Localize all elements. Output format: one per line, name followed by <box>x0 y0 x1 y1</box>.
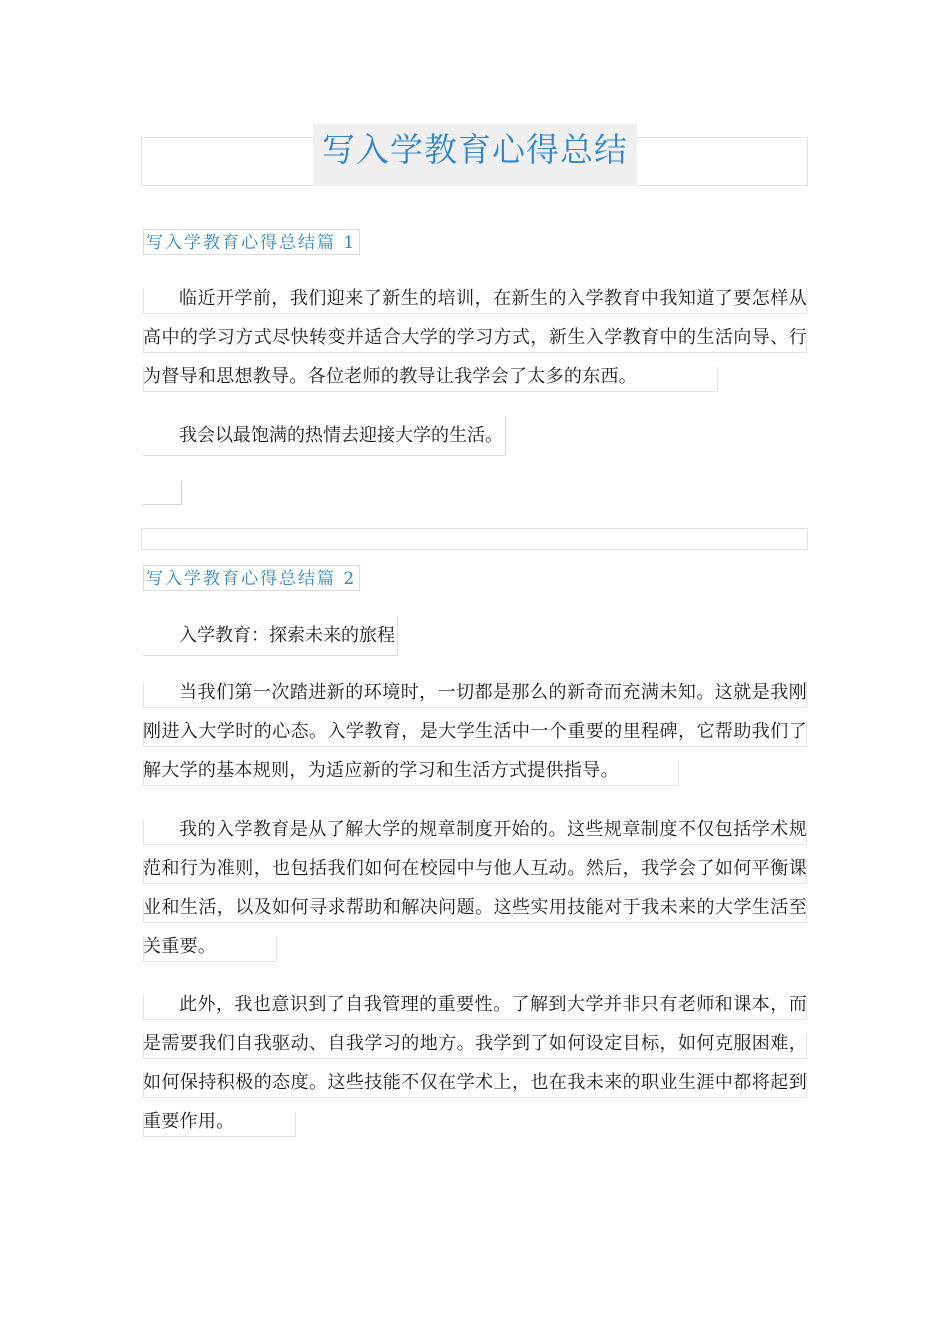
section-2-paragraph-3: 此外，我也意识到了自我管理的重要性。了解到大学并非只有老师和课本，而是需要我们自我驱动、自我学习的地方。我学到了如何设定目标，如何克服困难，如何保持积极的态度。这些技能不仅在学术上，也在我未来的职业生涯中都将起到重要作用。 <box>143 994 807 1132</box>
section-1-paragraph-2: 我会以最饱满的热情去迎接大学的生活。 <box>143 416 506 456</box>
section-1-heading: 写入学教育心得总结篇 1 <box>143 229 360 255</box>
document-title: 写入学教育心得总结 <box>313 124 637 186</box>
section-separator <box>141 528 808 550</box>
section-2-paragraph-1: 当我们第一次踏进新的环境时，一切都是那么的新奇而充满未知。这就是我刚刚进入大学时的心态。入学教育，是大学生活中一个重要的里程碑，它帮助我们了解大学的基本规则，为适应新的学习和生活方式提供指导。 <box>143 682 807 781</box>
section-2-subtitle: 入学教育：探索未来的旅程 <box>143 616 398 656</box>
empty-paragraph-marker <box>143 481 182 505</box>
section-1-paragraph-1: 临近开学前，我们迎来了新生的培训，在新生的入学教育中我知道了要怎样从高中的学习方式尽快转变并适合大学的学习方式，新生入学教育中的生活向导、行为督导和思想教导。各位老师的教导让我学会了太多的东西。 <box>143 288 807 387</box>
section-2-heading: 写入学教育心得总结篇 2 <box>143 565 360 591</box>
section-2-paragraph-2: 我的入学教育是从了解大学的规章制度开始的。这些规章制度不仅包括学术规范和行为准则，也包括我们如何在校园中与他人互动。然后，我学会了如何平衡课业和生活，以及如何寻求帮助和解决问题。这些实用技能对于我未来的大学生活至关重要。 <box>143 819 807 957</box>
